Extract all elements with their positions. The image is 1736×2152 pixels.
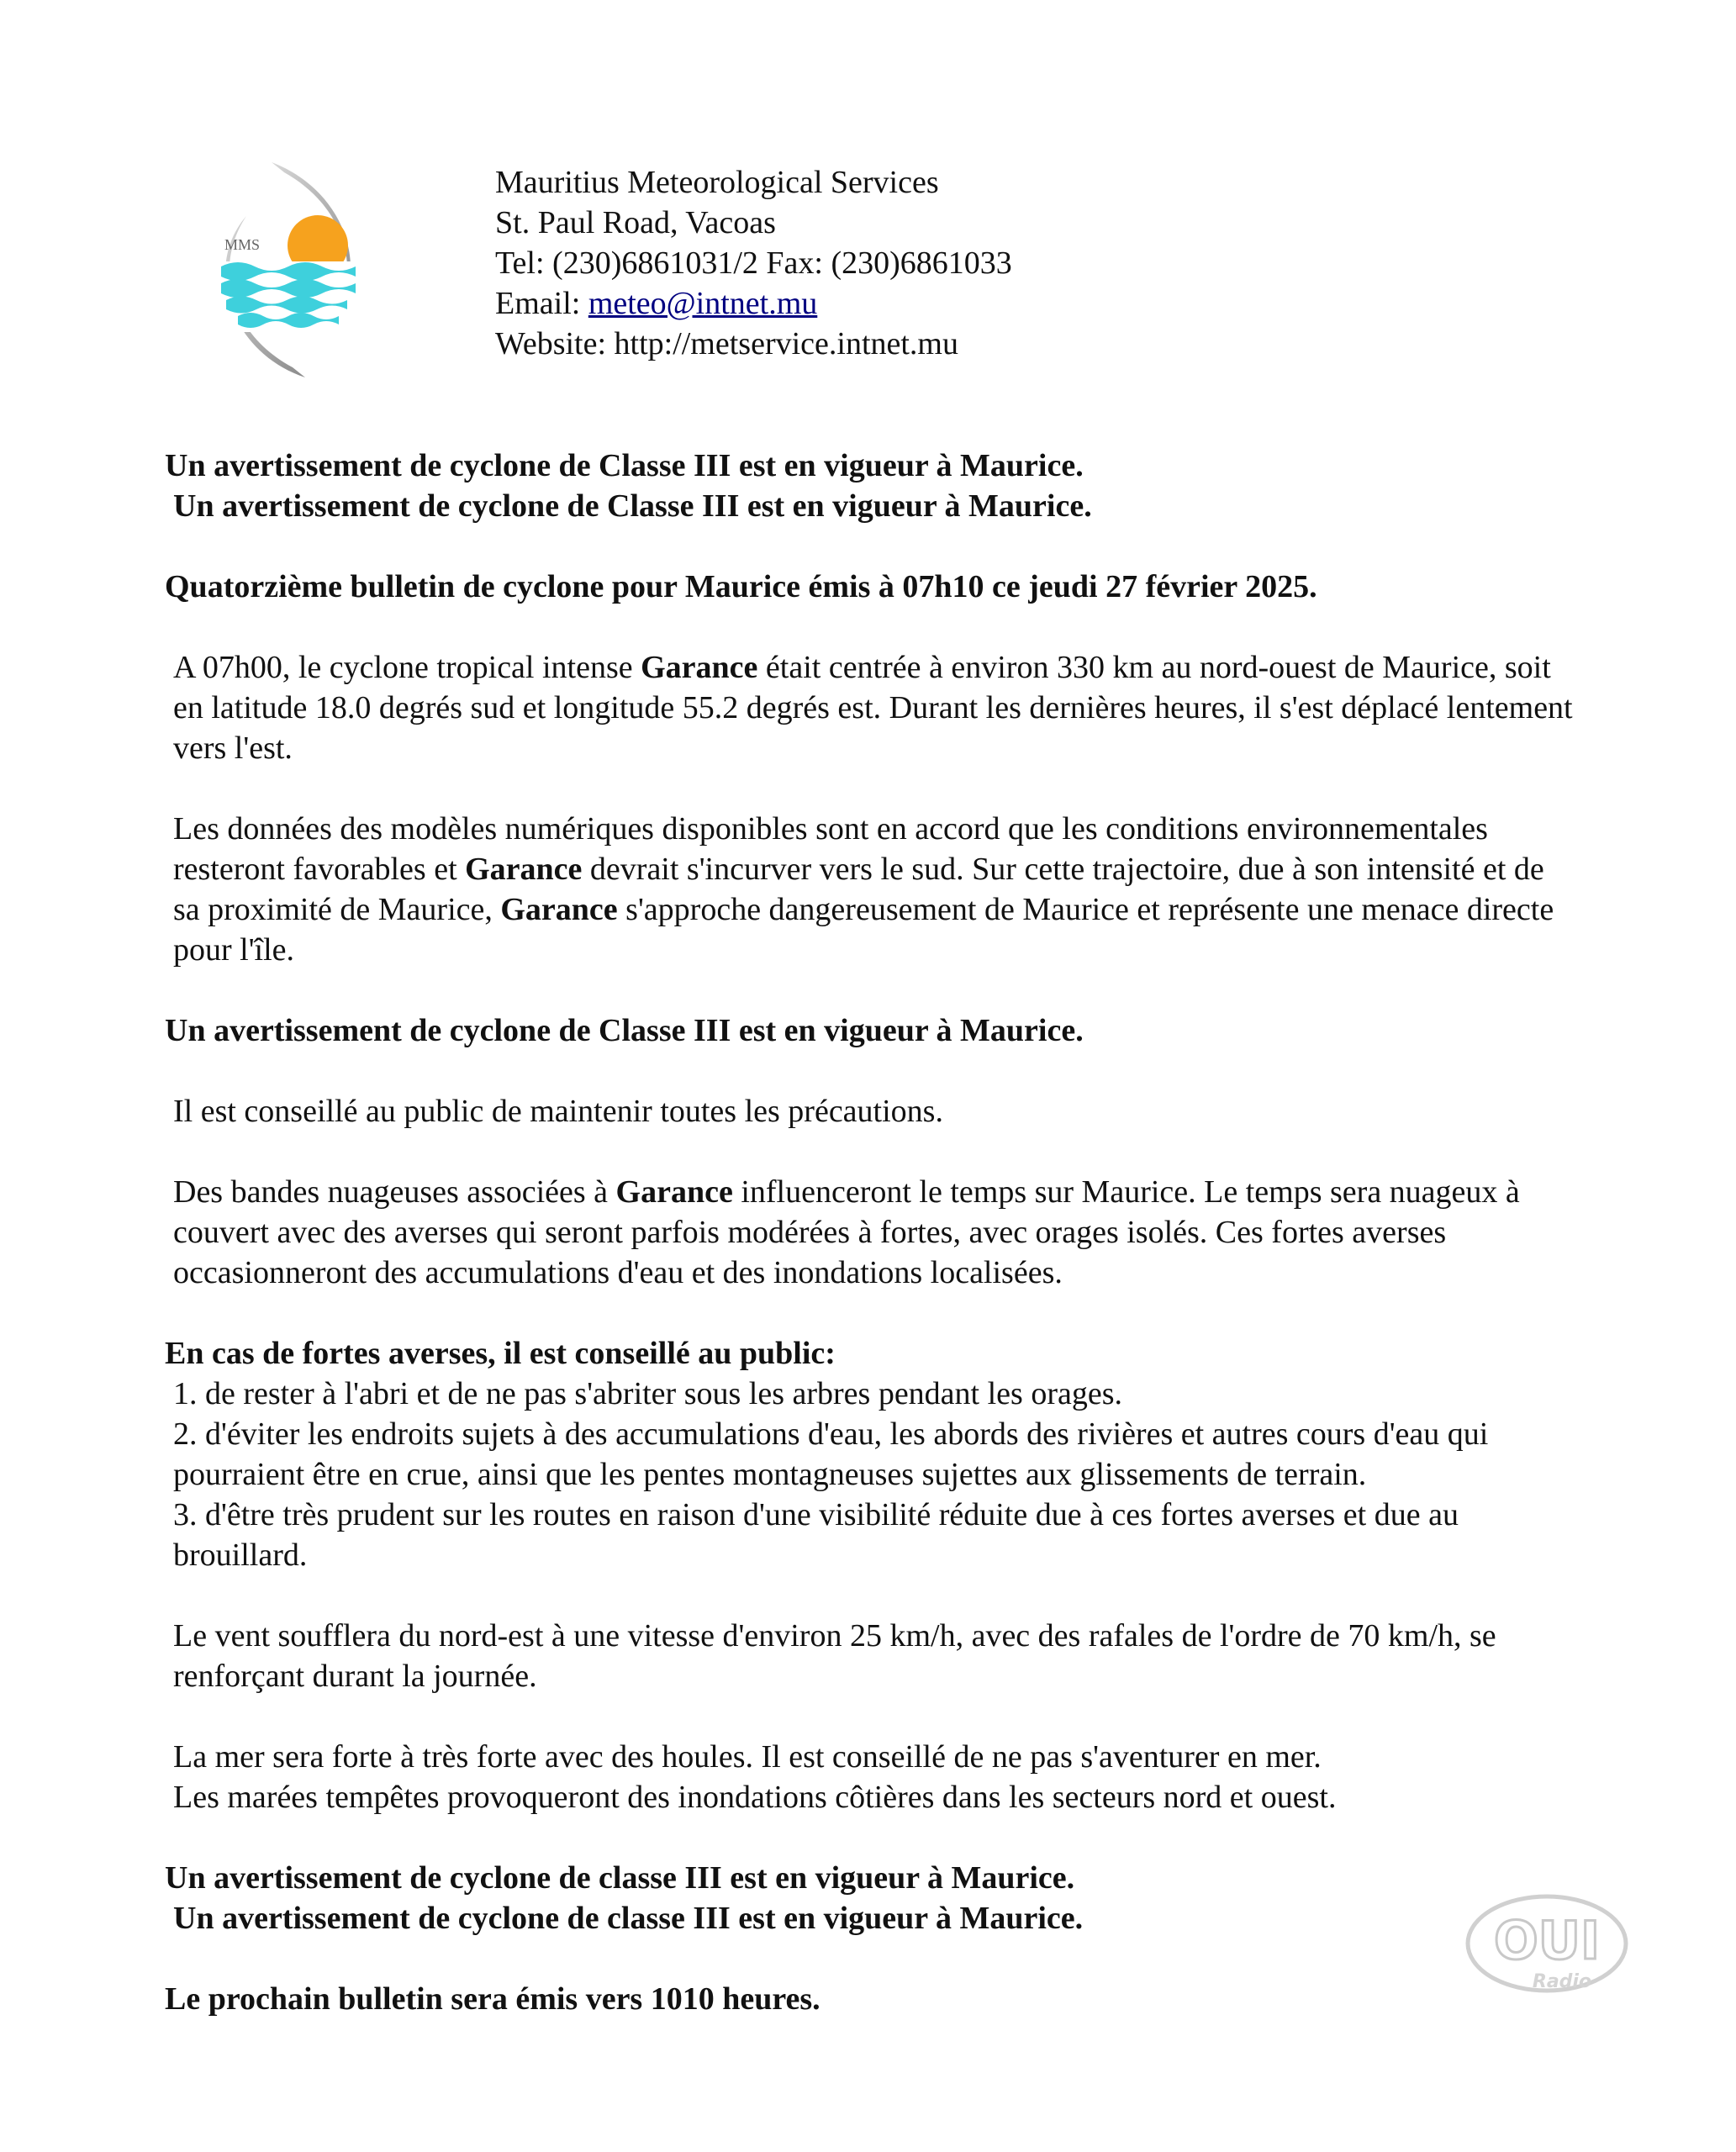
advice-item: 3. d'être très prudent sur les routes en raison d'une visibilité réduite due à ces fortes averses et due au brouillard. [173,1497,1459,1573]
warning-line: Un avertissement de cyclone de Classe III est en vigueur à Maurice. [173,488,1092,524]
watermark-main-text: OUI [1493,1910,1601,1971]
advice-heading: En cas de fortes averses, il est conseillé au public: [165,1336,836,1371]
text-run: Des bandes nuageuses associées à [173,1174,616,1210]
text-run: Les données des modèles numériques disponibles sont en accord que les conditions environnementales resteront favorables et [173,811,1488,887]
paragraph-precautions: Il est conseillé au public de maintenir toutes les précautions. [173,1094,943,1129]
cyclone-name: Garance [641,650,758,685]
warning-line: Un avertissement de cyclone de Classe III est en vigueur à Maurice. [165,1013,1084,1048]
bulletin-title: Quatorzième bulletin de cyclone pour Maurice émis à 07h10 ce jeudi 27 février 2025. [165,569,1317,604]
text-run: était centrée à environ 330 km au nord-ouest de Maurice, soit en latitude 18.0 degrés sud et longitude 55.2 degrés est. Durant les dernières heures, il s'est déplacé lentement vers l'est. [173,650,1573,766]
advice-item: 1. de rester à l'abri et de ne pas s'abriter sous les arbres pendant les orages. [173,1376,1122,1411]
paragraph-weather [165,1172,1577,1293]
email-link[interactable]: meteo@intnet.mu [588,286,818,321]
header-contact [495,162,1012,364]
email-label: Email: [495,286,588,321]
text-run: influenceront le temps sur Maurice. Le temps sera nuageux à couvert avec des averses qui seront parfois modérées à fortes, avec orages isolés. Ces fortes averses occasionneront des accumulations d'eau et des inondations localisées. [173,1174,1520,1290]
text-run: A 07h00, le cyclone tropical intense [173,650,641,685]
cyclone-name: Garance [500,892,618,927]
paragraph-storm-surge: Les marées tempêtes provoqueront des inondations côtières dans les secteurs nord et ouest. [173,1780,1337,1815]
paragraph-forecast [165,809,1577,970]
text-run: s'approche dangereusement de Maurice et représente une menace directe pour l'île. [173,892,1554,968]
website: Website: http://metservice.intnet.mu [495,326,958,361]
address: St. Paul Road, Vacoas [495,205,776,240]
cyclone-name: Garance [615,1174,733,1210]
bulletin-body [165,446,1577,2019]
text-run: devrait s'incurver vers le sud. Sur cette trajectoire, due à son intensité et de sa proximité de Maurice, [173,852,1544,927]
paragraph-wind: Le vent soufflera du nord-est à une vitesse d'environ 25 km/h, avec des rafales de l'ordre de 70 km/h, se renforçant durant la journée. [173,1618,1496,1694]
warning-line: Un avertissement de cyclone de classe III est en vigueur à Maurice. [165,1860,1075,1896]
warning-line: Un avertissement de cyclone de Classe III est en vigueur à Maurice. [165,448,1084,483]
paragraph-sea: La mer sera forte à très forte avec des houles. Il est conseillé de ne pas s'aventurer en mer. [173,1739,1322,1775]
advice-item: 2. d'éviter les endroits sujets à des accumulations d'eau, les abords des rivières et autres cours d'eau qui pourraient être en crue, ainsi que les pentes montagneuses sujettes aux glissements de terrain. [173,1416,1489,1492]
oui-radio-watermark-icon [1463,1891,1631,2001]
next-bulletin: Le prochain bulletin sera émis vers 1010 heures. [165,1981,821,2017]
email-line [495,283,1012,324]
logo-text: MMS [224,236,261,253]
paragraph-position [165,647,1577,768]
phone-fax: Tel: (230)6861031/2 Fax: (230)6861033 [495,245,1012,281]
warning-line: Un avertissement de cyclone de classe III est en vigueur à Maurice. [173,1901,1084,1936]
cyclone-name: Garance [465,852,583,887]
watermark-sub-text: Radio [1532,1971,1592,1992]
organization-name: Mauritius Meteorological Services [495,165,939,200]
mms-logo-icon [204,157,372,382]
